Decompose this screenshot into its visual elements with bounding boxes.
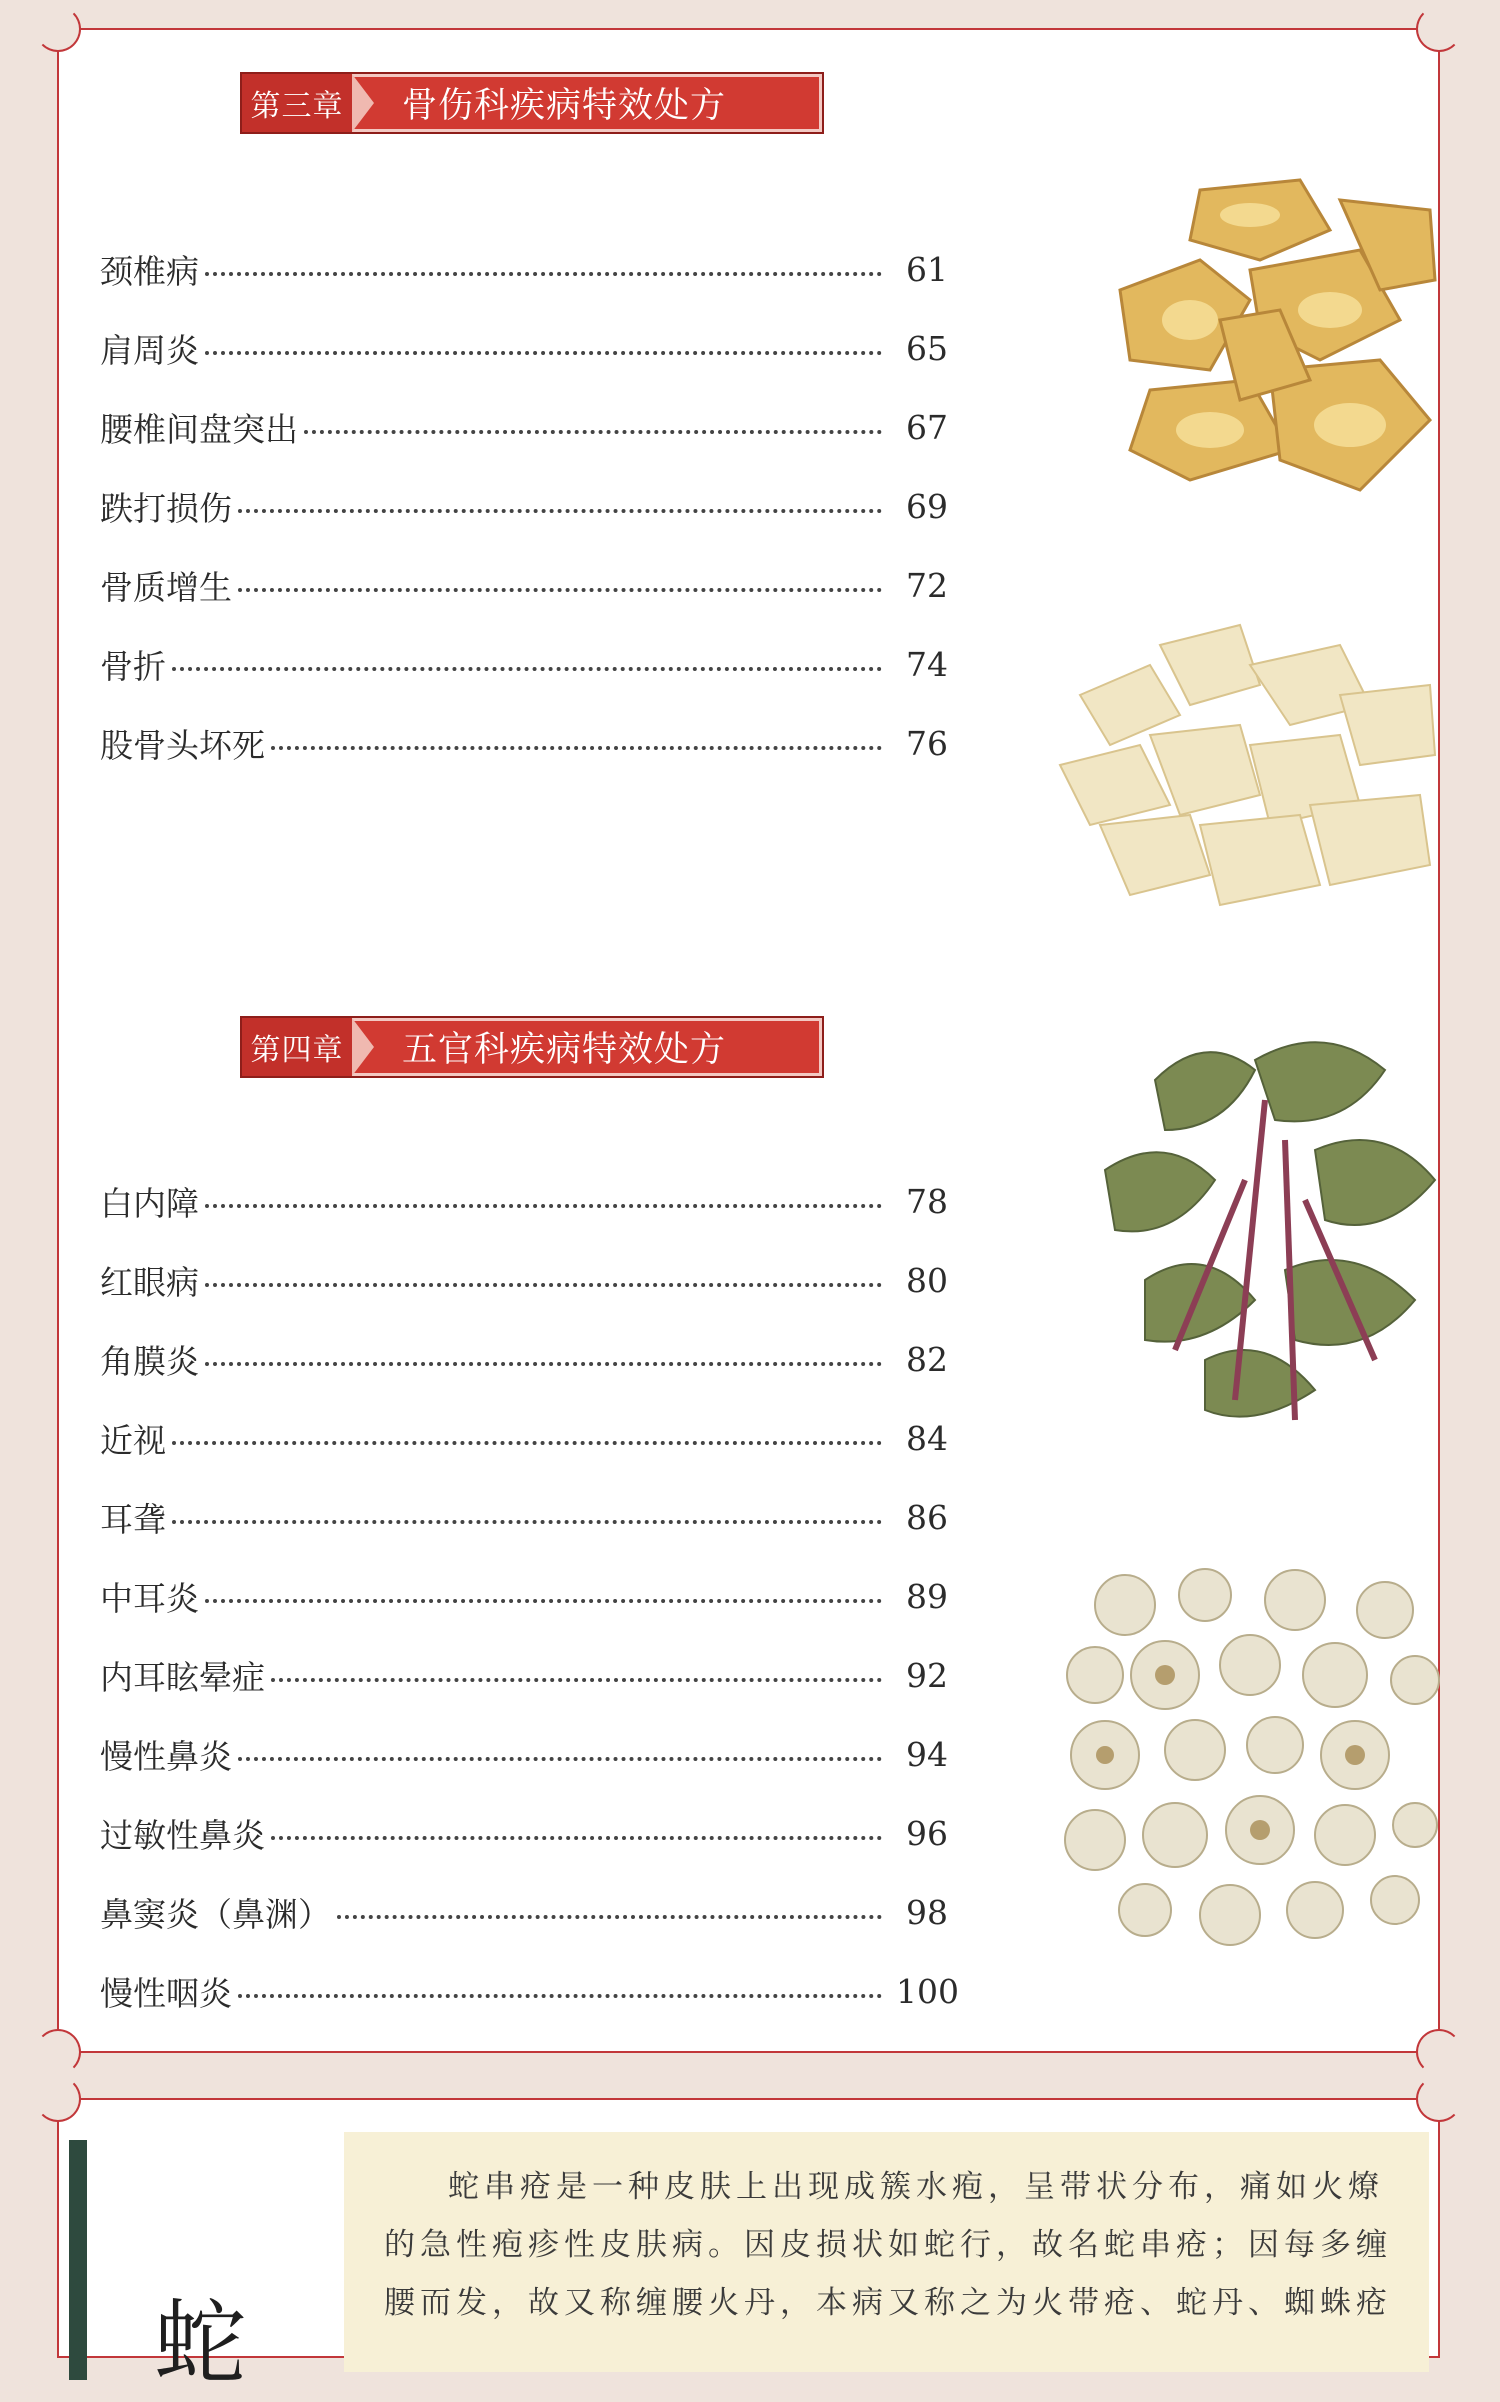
toc-entry bbox=[100, 230, 948, 309]
toc-entry-page: 65 bbox=[906, 329, 948, 368]
round-seed-herb-image bbox=[1055, 1565, 1440, 1965]
leader-dots bbox=[304, 430, 882, 434]
toc-entry bbox=[100, 1320, 948, 1399]
toc-entry-label: 近视 bbox=[100, 1415, 170, 1462]
toc-entry-label: 鼻窦炎（鼻渊） bbox=[100, 1889, 335, 1936]
toc-entry-page: 84 bbox=[906, 1419, 948, 1458]
toc-entry-page: 96 bbox=[906, 1814, 948, 1853]
leader-dots bbox=[205, 1599, 882, 1603]
toc-entry bbox=[100, 546, 948, 625]
excerpt-card bbox=[57, 2098, 1440, 2397]
toc-entry-label: 中耳炎 bbox=[100, 1573, 203, 1620]
leader-dots bbox=[271, 1678, 882, 1682]
frame-corner bbox=[35, 2029, 81, 2075]
leader-dots bbox=[271, 746, 882, 750]
toc-entry-label: 肩周炎 bbox=[100, 325, 203, 372]
toc-entry-label: 内耳眩晕症 bbox=[100, 1652, 269, 1699]
toc-entry-label: 慢性咽炎 bbox=[100, 1968, 236, 2015]
toc-entry-page: 74 bbox=[906, 645, 948, 684]
frame-corner bbox=[1416, 2029, 1462, 2075]
toc-entry-label: 颈椎病 bbox=[100, 246, 203, 293]
leader-dots bbox=[172, 1441, 882, 1445]
leader-dots bbox=[205, 1283, 882, 1287]
toc-entry-label: 骨折 bbox=[100, 641, 170, 688]
leader-dots bbox=[238, 1994, 882, 1998]
chapter3-toc bbox=[100, 230, 948, 783]
toc-entry-label: 过敏性鼻炎 bbox=[100, 1810, 269, 1857]
leader-dots bbox=[172, 667, 882, 671]
side-bar bbox=[69, 2140, 87, 2380]
toc-entry-page: 82 bbox=[906, 1340, 948, 1379]
toc-entry-page: 76 bbox=[906, 724, 948, 763]
leader-dots bbox=[205, 1362, 882, 1366]
toc-entry-label: 骨质增生 bbox=[100, 562, 236, 609]
toc-entry-label: 角膜炎 bbox=[100, 1336, 203, 1383]
dried-leaf-herb-image bbox=[1085, 1020, 1440, 1440]
toc-entry-page: 89 bbox=[906, 1577, 948, 1616]
toc-entry-page: 61 bbox=[906, 250, 948, 289]
toc-entry-page: 94 bbox=[906, 1735, 948, 1774]
excerpt-text: 蛇串疮是一种皮肤上出现成簇水疱，呈带状分布，痛如火燎的急性疱疹性皮肤病。因皮损状如蛇行，故名蛇串疮；因每多缠腰而发，故又称缠腰火丹，本病又称之为火带疮、蛇丹、蜘蛛疮 bbox=[344, 2132, 1429, 2372]
toc-entry-label: 红眼病 bbox=[100, 1257, 203, 1304]
excerpt-heading-char: 蛇 bbox=[154, 2290, 247, 2397]
toc-entry-label: 跌打损伤 bbox=[100, 483, 236, 530]
toc-entry-page: 100 bbox=[896, 1972, 959, 2011]
chapter3-title: 骨伤科疾病特效处方 bbox=[402, 86, 727, 126]
white-flake-herb-image bbox=[1040, 605, 1440, 915]
arrow-icon bbox=[352, 74, 374, 132]
toc-entry bbox=[100, 1162, 948, 1241]
leader-dots bbox=[238, 1757, 882, 1761]
chapter4-toc bbox=[100, 1162, 959, 2031]
leader-dots bbox=[205, 272, 882, 276]
leader-dots bbox=[271, 1836, 882, 1840]
chapter4-tag: 第四章 bbox=[242, 1018, 352, 1076]
chapter4-title: 五官科疾病特效处方 bbox=[402, 1030, 727, 1070]
toc-entry-page: 67 bbox=[906, 408, 948, 447]
toc-entry-page: 80 bbox=[906, 1261, 948, 1300]
leader-dots bbox=[205, 351, 882, 355]
toc-entry-label: 白内障 bbox=[100, 1178, 203, 1225]
sliced-root-herb-image bbox=[1080, 170, 1440, 500]
toc-entry bbox=[100, 704, 948, 783]
frame-corner bbox=[35, 2076, 81, 2122]
toc-entry-page: 69 bbox=[906, 487, 948, 526]
toc-entry bbox=[100, 1636, 948, 1715]
arrow-icon bbox=[352, 1018, 374, 1076]
toc-entry-page: 72 bbox=[906, 566, 948, 605]
toc-entry-label: 腰椎间盘突出 bbox=[100, 404, 302, 451]
leader-dots bbox=[205, 1204, 882, 1208]
toc-entry bbox=[100, 309, 948, 388]
frame-corner bbox=[1416, 2076, 1462, 2122]
toc-entry-page: 86 bbox=[906, 1498, 948, 1537]
toc-entry bbox=[100, 1399, 948, 1478]
toc-entry bbox=[100, 1715, 948, 1794]
toc-entry bbox=[100, 1952, 959, 2031]
leader-dots bbox=[238, 509, 882, 513]
toc-entry-page: 78 bbox=[906, 1182, 948, 1221]
frame-corner bbox=[1416, 6, 1462, 52]
leader-dots bbox=[172, 1520, 882, 1524]
toc-entry-page: 92 bbox=[906, 1656, 948, 1695]
toc-entry-label: 耳聋 bbox=[100, 1494, 170, 1541]
chapter3-tag: 第三章 bbox=[242, 74, 352, 132]
chapter4-banner bbox=[240, 1016, 824, 1078]
leader-dots bbox=[337, 1915, 882, 1919]
toc-entry-page: 98 bbox=[906, 1893, 948, 1932]
toc-entry bbox=[100, 388, 948, 467]
toc-entry bbox=[100, 1873, 948, 1952]
toc-entry-label: 股骨头坏死 bbox=[100, 720, 269, 767]
toc-entry bbox=[100, 1478, 948, 1557]
toc-entry bbox=[100, 467, 948, 546]
toc-entry bbox=[100, 1241, 948, 1320]
leader-dots bbox=[238, 588, 882, 592]
toc-entry-label: 慢性鼻炎 bbox=[100, 1731, 236, 1778]
toc-entry bbox=[100, 1794, 948, 1873]
toc-entry bbox=[100, 1557, 948, 1636]
frame-corner bbox=[35, 6, 81, 52]
chapter3-banner bbox=[240, 72, 824, 134]
toc-entry bbox=[100, 625, 948, 704]
